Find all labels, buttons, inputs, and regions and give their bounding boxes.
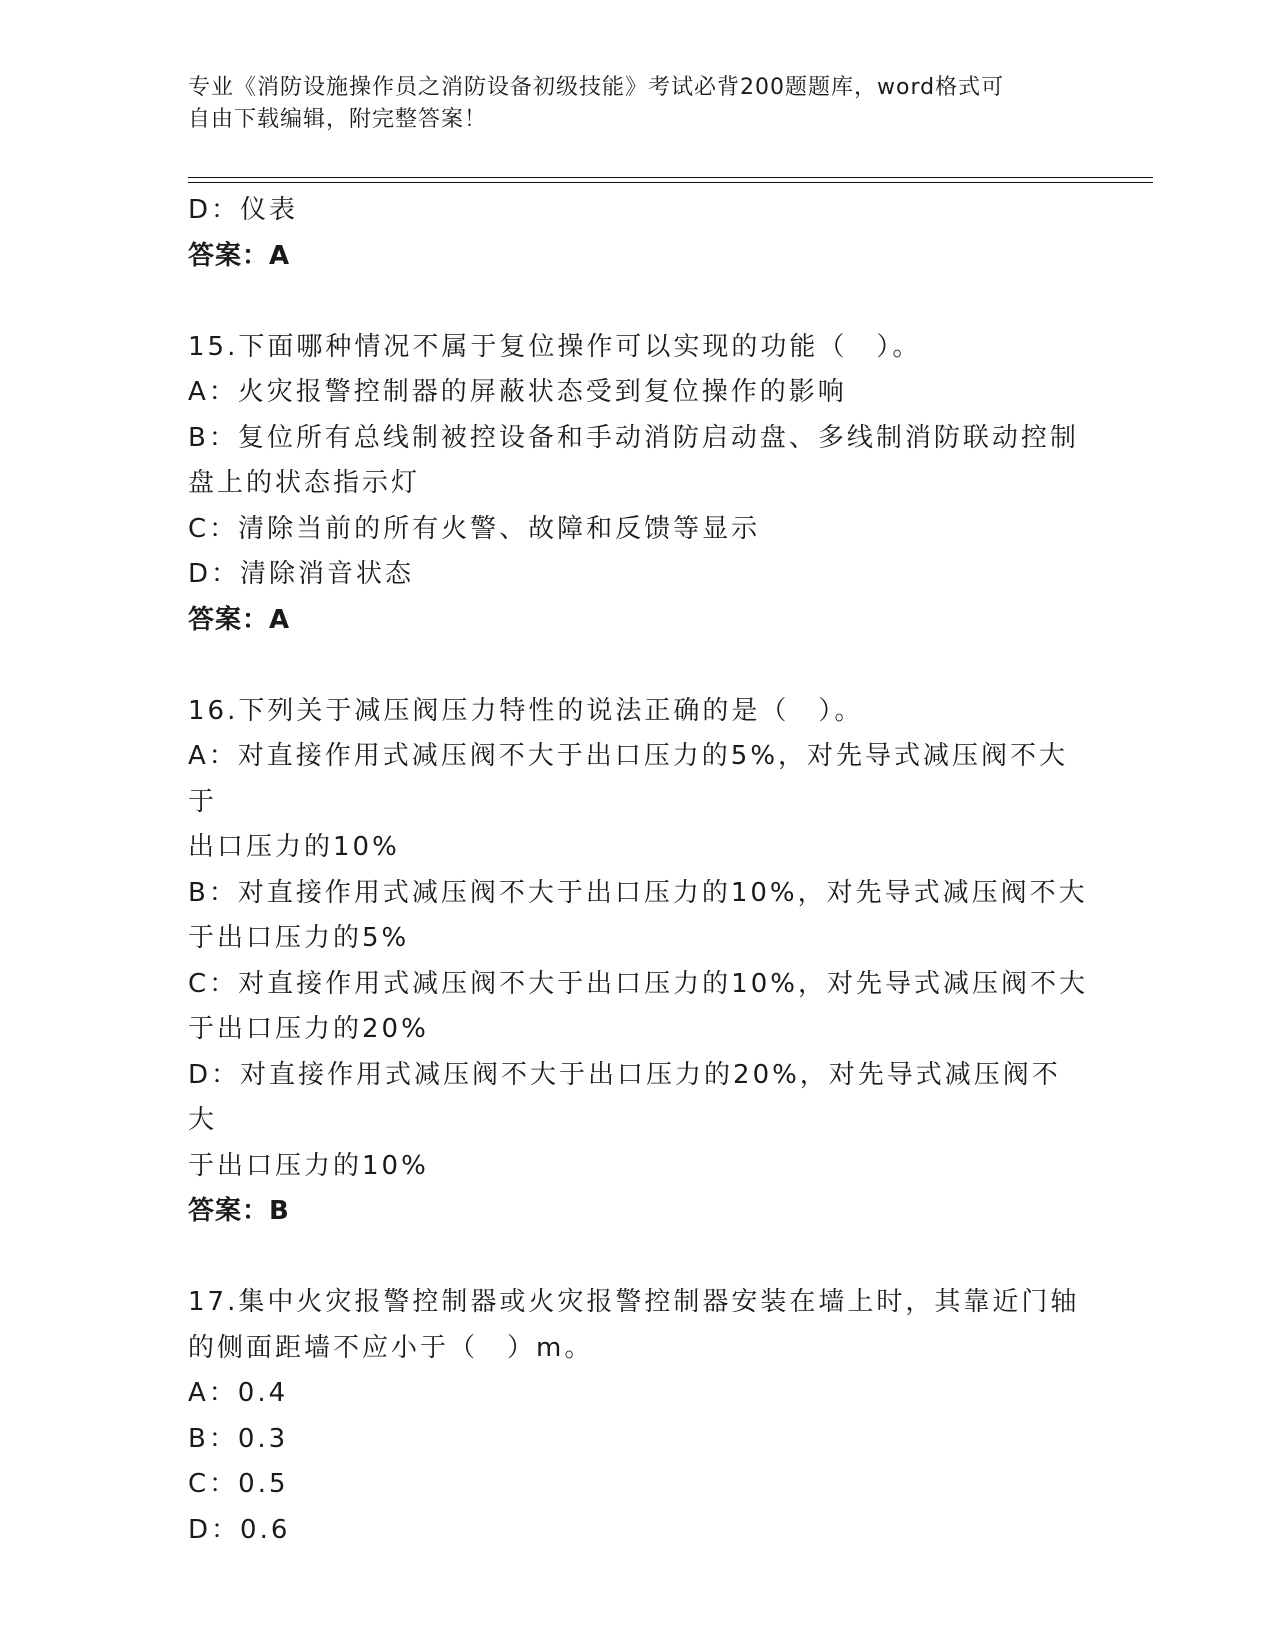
question-15 <box>188 325 1088 644</box>
header-line-2: 自由下载编辑，附完整答案！ <box>188 107 488 132</box>
document-header <box>188 72 1068 136</box>
question-list <box>188 188 1088 1553</box>
option-a-line-2: 出口压力的10% <box>188 832 400 862</box>
header-divider-bottom <box>188 182 1153 183</box>
option-c-line-2: 于出口压力的20% <box>188 1014 429 1044</box>
option-d: D：0.6 <box>188 1514 291 1545</box>
option-a: A：火灾报警控制器的屏蔽状态受到复位操作的影响 <box>188 377 847 407</box>
option-d: D：清除消音状态 <box>188 559 415 589</box>
option-b: B：0.3 <box>188 1423 289 1454</box>
option-c-line-1: C：对直接作用式减压阀不大于出口压力的10%，对先导式减压阀不大 <box>188 968 1088 999</box>
option-b-line-1: B：对直接作用式减压阀不大于出口压力的10%，对先导式减压阀不大 <box>188 877 1088 908</box>
answer: 答案：B <box>188 1196 290 1226</box>
question-stem-line-2: 的侧面距墙不应小于（ ）m。 <box>188 1332 594 1363</box>
answer: 答案：A <box>188 240 291 271</box>
question-14-tail <box>188 188 1088 279</box>
question-stem: 15.下面哪种情况不属于复位操作可以实现的功能（ ）。 <box>188 331 922 362</box>
option-c: C：清除当前的所有火警、故障和反馈等显示 <box>188 513 761 544</box>
option-a-line-1: A：对直接作用式减压阀不大于出口压力的5%，对先导式减压阀不大于 <box>188 741 1069 817</box>
answer: 答案：A <box>188 604 291 635</box>
header-line-1: 专业《消防设施操作员之消防设备初级技能》考试必背200题题库，word格式可 <box>188 75 1005 100</box>
question-16 <box>188 689 1088 1235</box>
header-divider-top <box>188 177 1153 178</box>
option-d-line-2: 于出口压力的10% <box>188 1150 429 1181</box>
option-d-line-1: D：对直接作用式减压阀不大于出口压力的20%，对先导式减压阀不大 <box>188 1059 1061 1135</box>
option-c: C：0.5 <box>188 1469 289 1499</box>
question-stem: 16.下列关于减压阀压力特性的说法正确的是（ ）。 <box>188 695 864 726</box>
option-b-line-1: B：复位所有总线制被控设备和手动消防启动盘、多线制消防联动控制 <box>188 422 1079 453</box>
option-d: D：仪表 <box>188 195 299 225</box>
option-b-line-2: 于出口压力的5% <box>188 923 410 953</box>
option-a: A：0.4 <box>188 1378 289 1408</box>
question-17 <box>188 1280 1088 1553</box>
option-b-line-2: 盘上的状态指示灯 <box>188 468 421 498</box>
question-stem-line-1: 17.集中火灾报警控制器或火灾报警控制器安装在墙上时，其靠近门轴 <box>188 1287 1080 1317</box>
